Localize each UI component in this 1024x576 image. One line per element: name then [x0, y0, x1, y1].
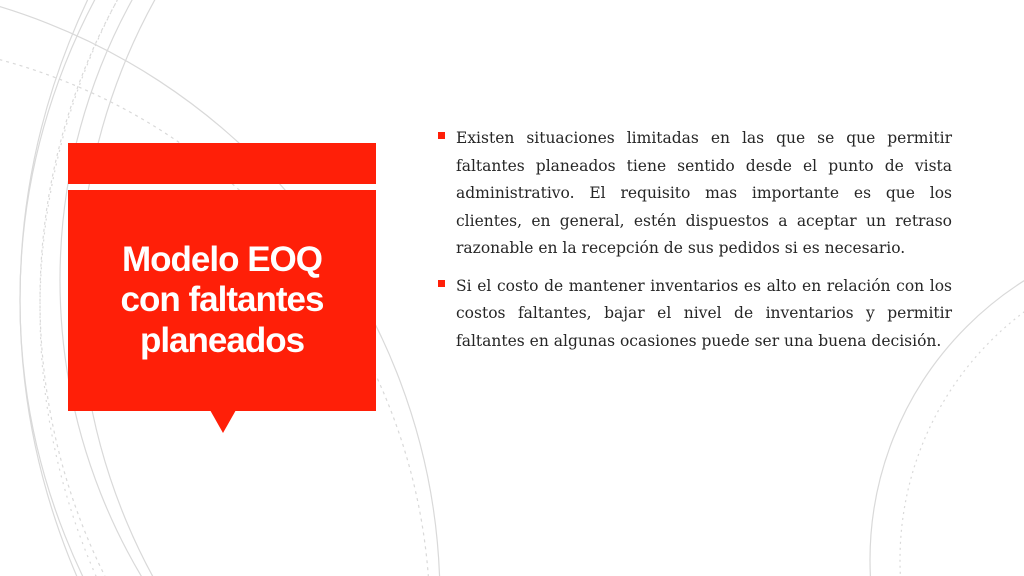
square-bullet-icon [438, 280, 445, 287]
title-accent-bar [68, 143, 376, 184]
list-item [436, 273, 952, 356]
title-box [68, 190, 376, 411]
square-bullet-icon [438, 132, 445, 139]
list-item [436, 125, 952, 263]
bullet-text: Existen situaciones limitadas en las que se que permitir faltantes planeados tiene sentido desde el punto de vista administrativo. El requisito mas importante es que los clientes, en general, estén dispuestos a aceptar un retraso razonable en la recepción de sus pedidos si es necesario. [456, 129, 952, 257]
bullet-list [436, 125, 952, 365]
bullet-text: Si el costo de mantener inventarios es alto en relación con los costos faltantes, bajar el nivel de inventarios y permitir faltantes en algunas ocasiones puede ser una buena decisión. [456, 276, 952, 350]
slide-title: Modelo EOQ con faltantes planeados [120, 240, 324, 360]
title-box-pointer [210, 410, 236, 433]
